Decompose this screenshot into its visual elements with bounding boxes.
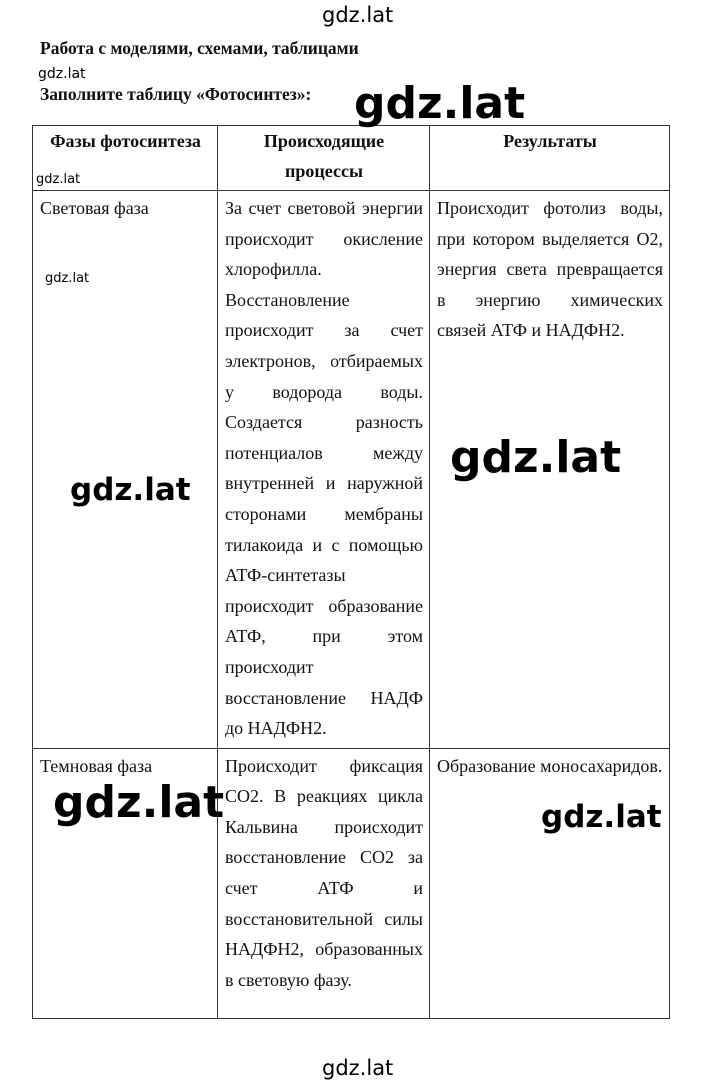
watermark-medium: gdz.lat (70, 472, 191, 508)
watermark-top: gdz.lat (322, 3, 394, 27)
dark-phase-results: Образование моносахаридов. (430, 748, 670, 1018)
watermark-small: gdz.lat (45, 271, 90, 286)
watermark-small: gdz.lat (38, 66, 86, 82)
watermark-large: gdz.lat (354, 78, 526, 129)
watermark-small: gdz.lat (36, 172, 81, 187)
table-header-row (33, 126, 670, 191)
section-title: Работа с моделями, схемами, таблицами (40, 38, 359, 58)
watermark-large: gdz.lat (450, 432, 622, 483)
watermark-bottom: gdz.lat (322, 1056, 394, 1080)
header-phases: Фазы фотосинтеза (33, 126, 218, 191)
light-phase-processes: За счет световой энергии происходит окисление хлорофилла. Восстановление происходит за счет электронов, отбираемых у водорода воды. Создается разность потенциалов между внутренней и наружной сторонами мембраны тилакоида и с помощью АТФ-синтетазы происходит образование АТФ, при этом происходит восстановление НАДФ до НАДФН2. (218, 191, 430, 749)
dark-phase-processes: Происходит фиксация СО2. В реакциях цикла Кальвина происходит восстановление СО2 за счет АТФ и восстановительной силы НАДФН2, образованных в световую фазу. (218, 748, 430, 1018)
watermark-medium: gdz.lat (541, 799, 662, 835)
task-instruction: Заполните таблицу «Фотосинтез»: (40, 84, 312, 104)
dark-phase-name: Темновая фаза (33, 748, 218, 1018)
light-phase-results: Происходит фотолиз воды, при котором выделяется О2, энергия света превращается в энергию химических связей АТФ и НАДФН2. (430, 191, 670, 749)
header-processes: Происходящие процессы (218, 126, 430, 191)
watermark-large: gdz.lat (53, 777, 225, 828)
light-phase-name: Световая фаза (33, 191, 218, 749)
header-results: Результаты (430, 126, 670, 191)
photosynthesis-table (32, 125, 670, 1019)
